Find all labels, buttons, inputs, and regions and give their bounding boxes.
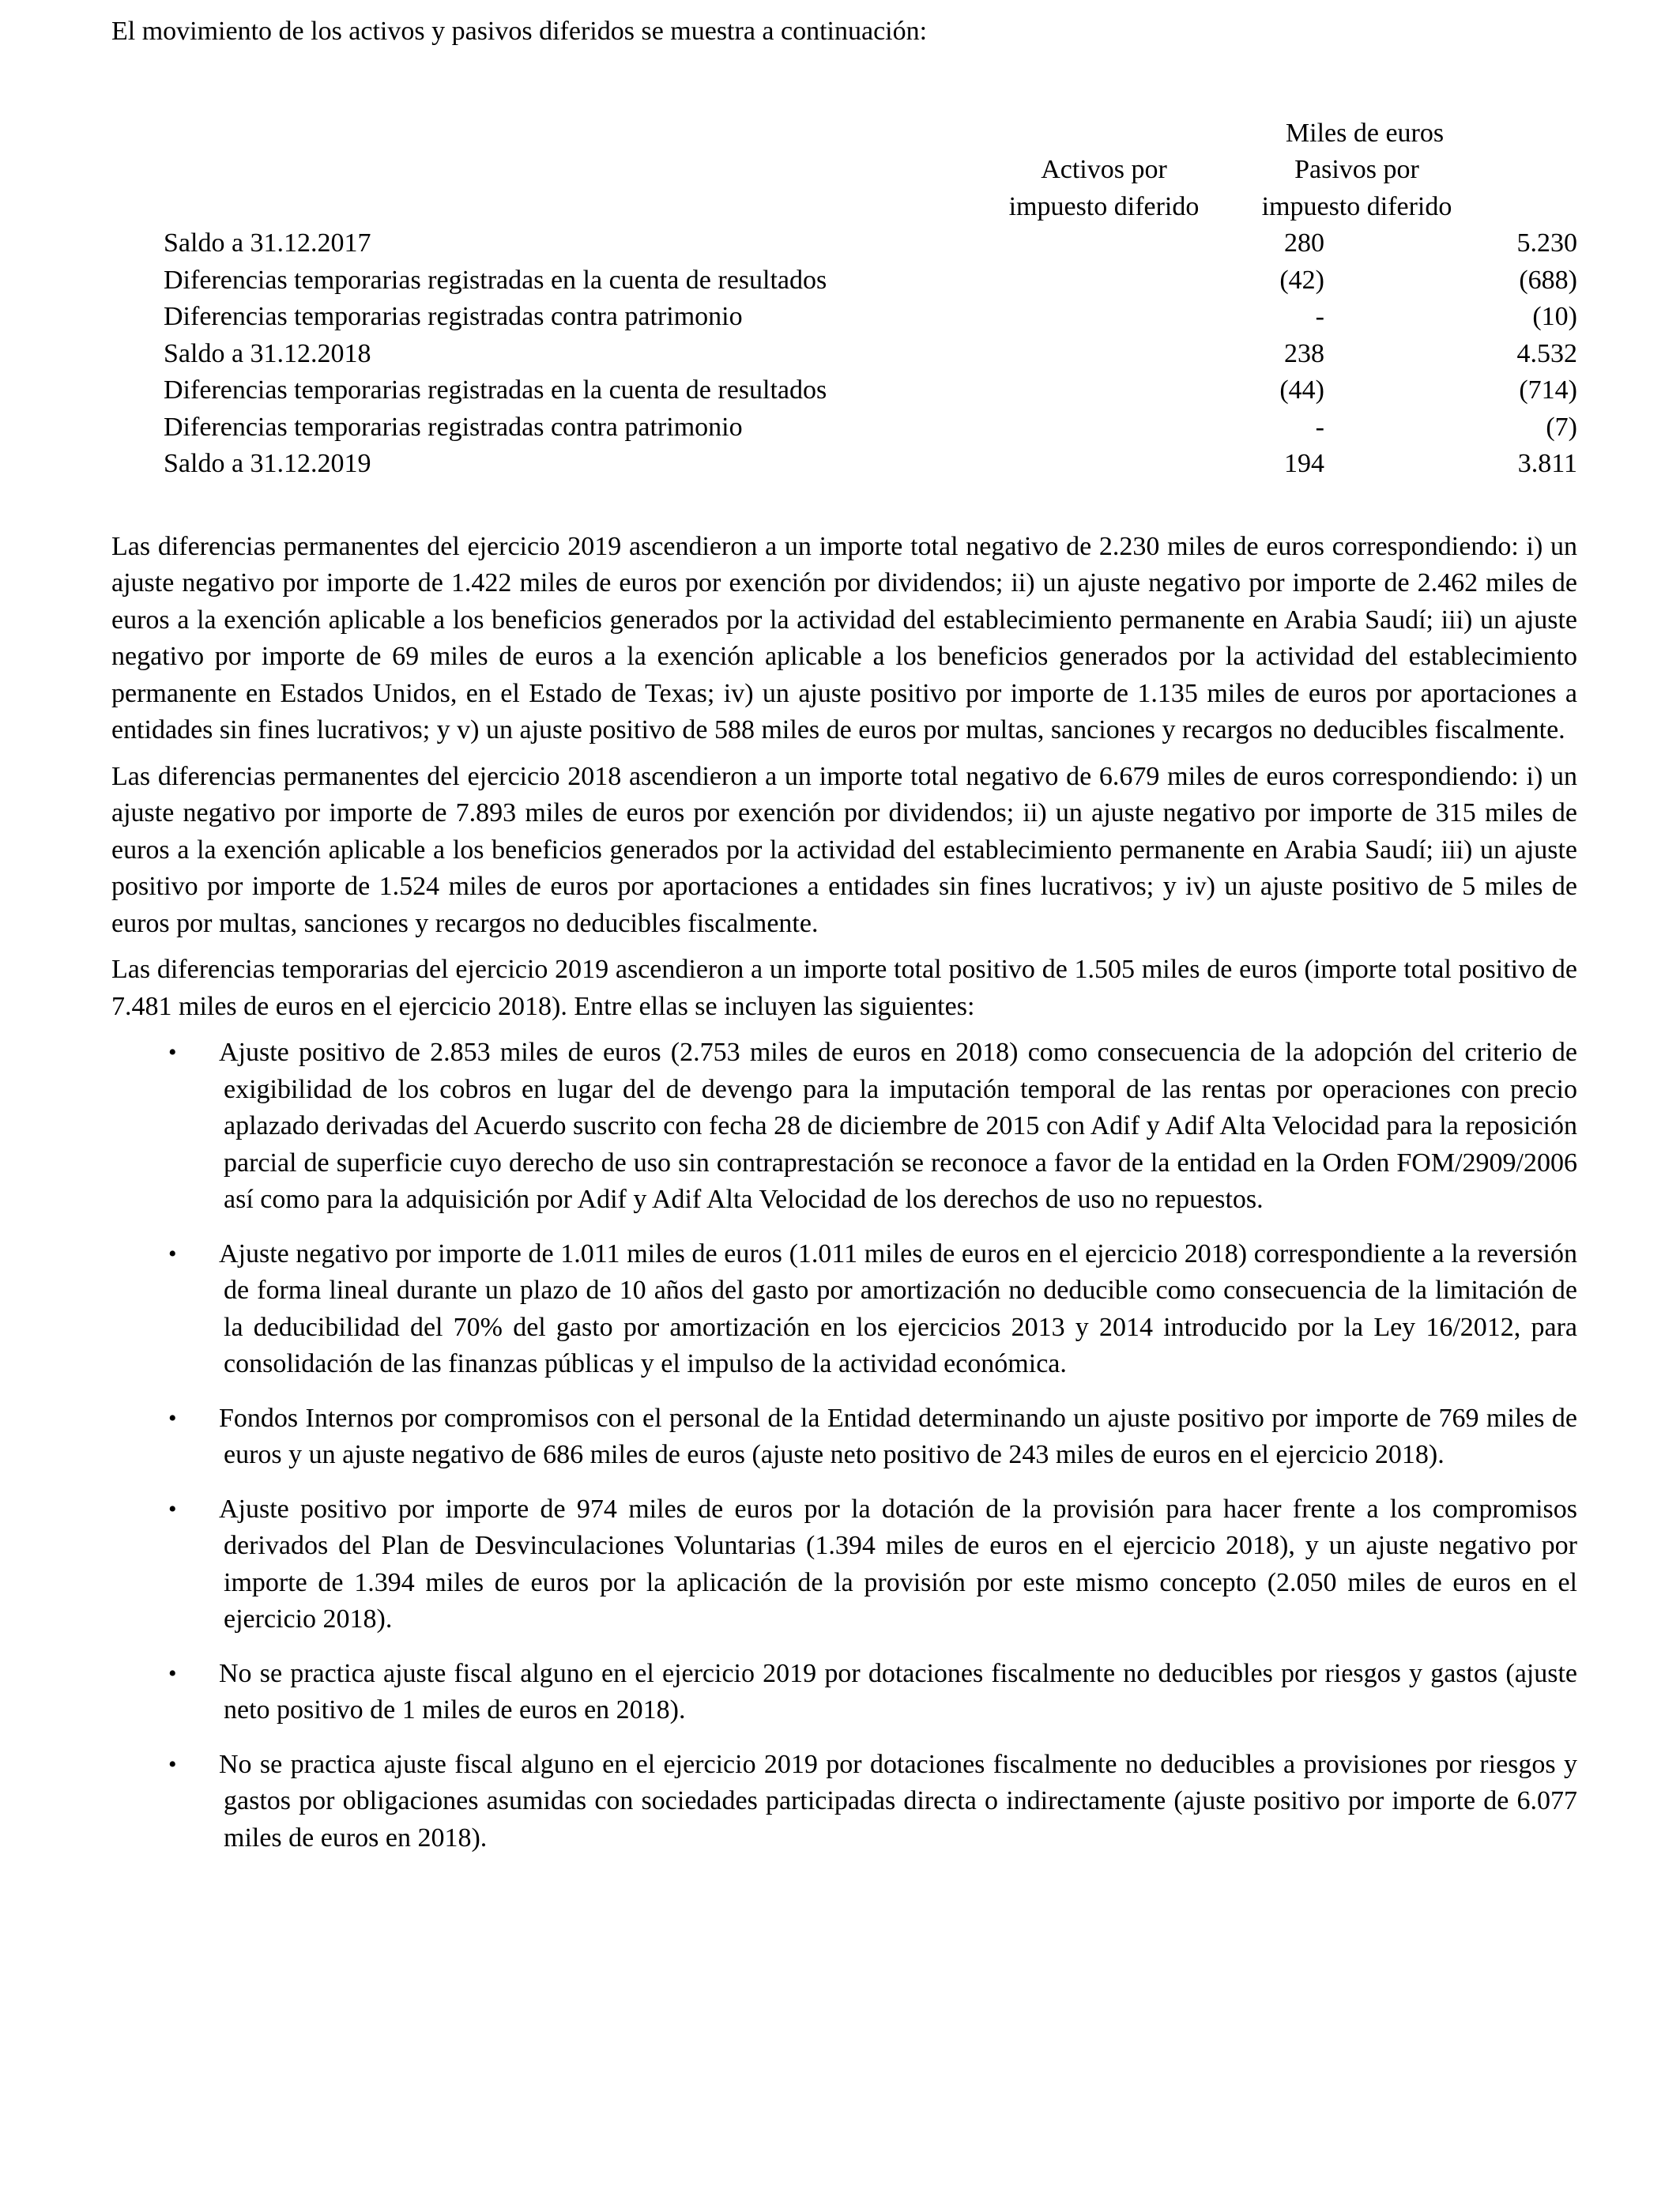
paragraph-temporary-differences-2019: Las diferencias temporarias del ejercicio 2019 ascendieron a un importe total positivo de 1.505 miles de euros (importe total positivo de 7.481 miles de euros en el ejercicio 2018). Entre ellas se incluyen las siguientes:	[111, 955, 1577, 1021]
table-row	[164, 336, 1577, 373]
list-item-text: Ajuste negativo por importe de 1.011 miles de euros (1.011 miles de euros en el ejercicio 2018) correspondiente a la reversión de forma lineal durante un plazo de 10 años del gasto por amortización no deducible como consecuencia de la limitación de la deducibilidad del 70% del gasto por amortización en los ejercicios 2013 y 2014 introducido por la Ley 16/2012, para consolidación de las finanzas públicas y el impulso de la actividad económica.	[219, 1238, 1577, 1378]
unit-header: Miles de euros	[1285, 118, 1445, 148]
row-label: Diferencias temporarias registradas contra patrimonio	[164, 302, 743, 331]
row-label: Saldo a 31.12.2018	[164, 338, 371, 368]
row-value-liabilities: 5.230	[1516, 228, 1577, 258]
table-row	[164, 225, 1577, 262]
col-b-header-line2: impuesto diferido	[1261, 191, 1452, 221]
table-column-header-row-2	[164, 189, 1577, 226]
list-item	[111, 1236, 1577, 1383]
bullet-icon: •	[168, 1751, 177, 1777]
table-row	[164, 372, 1577, 409]
bullet-icon: •	[168, 1495, 177, 1522]
row-value-assets: -	[1315, 412, 1324, 442]
row-value-liabilities: (714)	[1519, 375, 1577, 405]
row-label: Diferencias temporarias registradas en la cuenta de resultados	[164, 265, 827, 295]
table-row	[164, 299, 1577, 336]
paragraph-permanent-differences-2018: Las diferencias permanentes del ejercicio 2018 ascendieron a un importe total negativo de 6.679 miles de euros correspondiendo: i) un ajuste negativo por importe de 7.893 miles de euros por exención por dividendos; ii) un ajuste negativo por importe de 315 miles de euros a la exención aplicable a los beneficios generados por la actividad del establecimiento permanente en Arabia Saudí; iii) un ajuste positivo por importe de 1.524 miles de euros por aportaciones a entidades sin fines lucrativos; y iv) un ajuste positivo de 5 miles de euros por multas, sanciones y recargos no deducibles fiscalmente.	[111, 761, 1577, 938]
row-value-liabilities: (688)	[1519, 265, 1577, 295]
paragraph-permanent-differences-2019: Las diferencias permanentes del ejercicio 2019 ascendieron a un importe total negativo de 2.230 miles de euros correspondiendo: i) un ajuste negativo por importe de 1.422 miles de euros por exención por dividendos; ii) un ajuste negativo por importe de 2.462 miles de euros a la exención aplicable a los beneficios generados por la actividad del establecimiento permanente en Arabia Saudí; iii) un ajuste negativo por importe de 69 miles de euros a la exención aplicable a los beneficios generados por la actividad del establecimiento permanente en Estados Unidos, en el Estado de Texas; iv) un ajuste positivo por importe de 1.135 miles de euros por aportaciones a entidades sin fines lucrativos; y v) un ajuste positivo de 588 miles de euros por multas, sanciones y recargos no deducibles fiscalmente.	[111, 531, 1577, 745]
list-item-text: Ajuste positivo por importe de 974 miles de euros por la dotación de la provisión para hacer frente a los compromisos derivados del Plan de Desvinculaciones Voluntarias (1.394 miles de euros en el ejercicio 2018), y un ajuste negativo por importe de 1.394 miles de euros por la aplicación de la provisión por este mismo concepto (2.050 miles de euros en el ejercicio 2018).	[219, 1494, 1577, 1634]
row-value-assets: (44)	[1279, 375, 1324, 405]
row-label: Diferencias temporarias registradas contra patrimonio	[164, 412, 743, 442]
row-value-assets: -	[1315, 302, 1324, 331]
col-a-header-line2: impuesto diferido	[1008, 191, 1200, 221]
list-item-text: Fondos Internos por compromisos con el personal de la Entidad determinando un ajuste positivo por importe de 769 miles de euros y un ajuste negativo de 686 miles de euros (ajuste neto positivo de 243 miles de euros en el ejercicio 2018).	[219, 1403, 1577, 1469]
intro-text: El movimiento de los activos y pasivos diferidos se muestra a continuación:	[111, 17, 928, 46]
deferred-tax-table	[164, 115, 1577, 483]
bullet-icon: •	[168, 1240, 177, 1267]
bullet-icon: •	[168, 1404, 177, 1431]
row-value-liabilities: 4.532	[1516, 338, 1577, 368]
row-value-liabilities: 3.811	[1517, 449, 1577, 478]
row-value-assets: 280	[1284, 228, 1324, 258]
row-value-assets: (42)	[1279, 265, 1324, 295]
bullet-icon: •	[168, 1039, 177, 1065]
row-value-assets: 238	[1284, 338, 1324, 368]
document-page	[111, 13, 1577, 1874]
list-item	[111, 1656, 1577, 1729]
row-label: Saldo a 31.12.2017	[164, 228, 371, 258]
col-b-header-line1: Pasivos por	[1294, 155, 1419, 184]
bullet-icon: •	[168, 1660, 177, 1687]
row-value-liabilities: (7)	[1546, 412, 1577, 442]
list-item-text: No se practica ajuste fiscal alguno en el ejercicio 2019 por dotaciones fiscalmente no deducibles por riesgos y gastos (ajuste neto positivo de 1 miles de euros en 2018).	[219, 1658, 1577, 1725]
list-item-text: Ajuste positivo de 2.853 miles de euros (2.753 miles de euros en 2018) como consecuencia de la adopción del criterio de exigibilidad de los cobros en lugar del de devengo para la imputación temporal de las rentas por operaciones con precio aplazado derivadas del Acuerdo suscrito con fecha 28 de diciembre de 2015 con Adif y Adif Alta Velocidad para la reposición parcial de superficie cuyo derecho de uso sin contraprestación se reconoce a favor de la entidad en la Orden FOM/2909/2006 así como para la adquisición por Adif y Adif Alta Velocidad de los derechos de uso no repuestos.	[219, 1038, 1577, 1214]
row-label: Saldo a 31.12.2019	[164, 449, 371, 478]
list-item	[111, 1400, 1577, 1474]
temporary-differences-list	[111, 1035, 1577, 1857]
table-row	[164, 262, 1577, 300]
row-value-assets: 194	[1284, 449, 1324, 478]
table-row	[164, 409, 1577, 447]
list-item-text: No se practica ajuste fiscal alguno en el ejercicio 2019 por dotaciones fiscalmente no deducibles a provisiones por riesgos y gastos por obligaciones asumidas con sociedades participadas directa o indirectamente (ajuste positivo por importe de 6.077 miles de euros en 2018).	[219, 1749, 1577, 1853]
list-item	[111, 1747, 1577, 1857]
row-label: Diferencias temporarias registradas en la cuenta de resultados	[164, 375, 827, 405]
table-unit-header-row	[164, 115, 1577, 153]
table-row	[164, 446, 1577, 483]
col-a-header-line1: Activos por	[1041, 155, 1167, 184]
row-value-liabilities: (10)	[1532, 302, 1577, 331]
table-column-header-row-1	[164, 152, 1577, 189]
list-item	[111, 1035, 1577, 1219]
list-item	[111, 1491, 1577, 1638]
